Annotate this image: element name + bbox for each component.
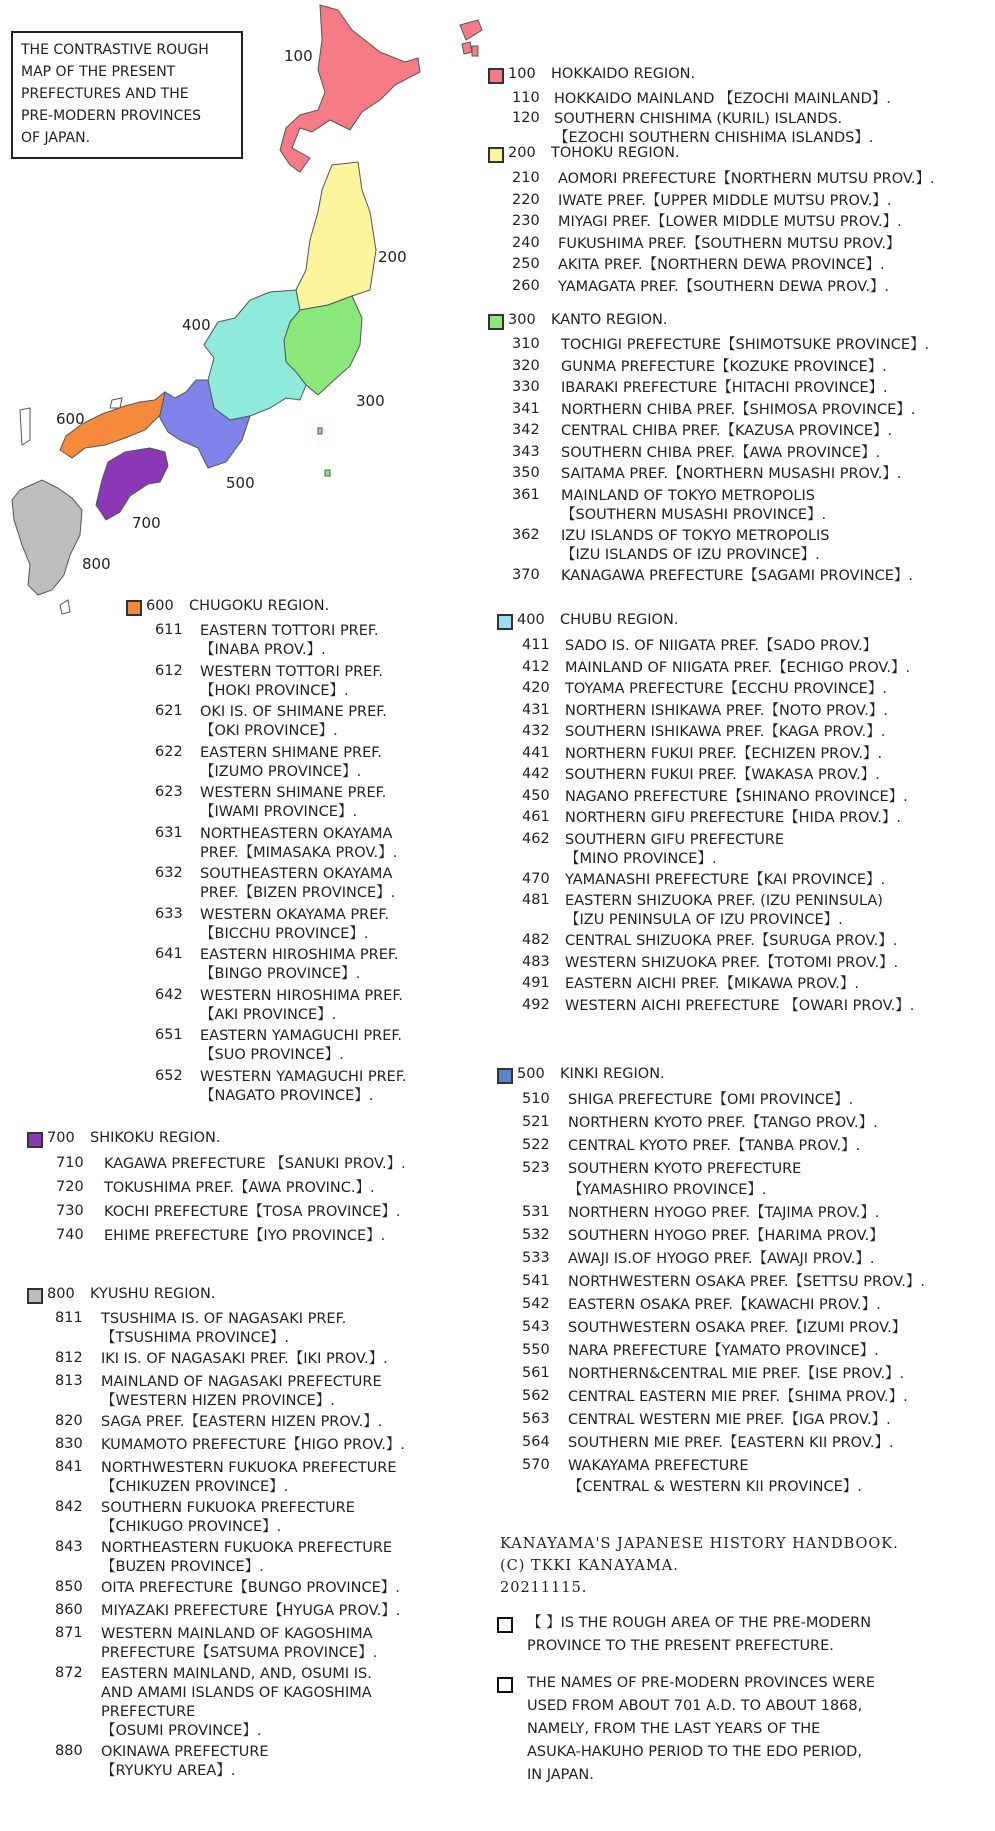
entry-text: SOUTHERN CHIBA PREF.【AWA PROVINCE】. (561, 444, 881, 461)
region-name-100: HOKKAIDO REGION. (551, 66, 696, 82)
entry-text: NORTHERN HYOGO PREF.【TAJIMA PROV.】. (568, 1205, 880, 1221)
entry-code: 330 (512, 379, 540, 395)
entry-text: SOUTHERN FUKUOKA PREFECTURE (101, 1500, 355, 1516)
entry-text: HOKKAIDO MAINLAND 【EZOCHI MAINLAND】. (554, 91, 891, 107)
region-swatch-700 (27, 1132, 43, 1148)
entry-code: 412 (522, 658, 550, 675)
entry-code: 830 (55, 1436, 83, 1452)
entry-text: CENTRAL CHIBA PREF.【KAZUSA PROVINCE】. (561, 423, 893, 439)
entry-code: 450 (522, 787, 550, 804)
entry-text: NARA PREFECTURE【YAMATO PROVINCE】. (568, 1343, 879, 1359)
entry-text: SOUTHEASTERN OKAYAMA (200, 866, 393, 882)
map-label-300: 300 (356, 392, 385, 410)
entry-code: 842 (55, 1499, 83, 1515)
entry-code: 622 (155, 743, 183, 760)
region-name-800: KYUSHU REGION. (90, 1286, 216, 1302)
region-name-400: CHUBU REGION. (560, 612, 679, 628)
entry-code: 623 (155, 784, 183, 800)
entry-code: 260 (512, 277, 540, 294)
entry-code: 523 (522, 1160, 550, 1176)
entry-code: 532 (522, 1227, 550, 1243)
entry-text: WESTERN TOTTORI PREF. (200, 663, 383, 680)
entry-text: 【CHIKUZEN PROVINCE】. (101, 1479, 289, 1495)
title-line: PREFECTURES AND THE (21, 86, 189, 102)
map-label-400: 400 (182, 316, 211, 334)
entry-code: 542 (522, 1296, 550, 1312)
note-line: NAMELY, FROM THE LAST YEARS OF THE (527, 1721, 821, 1737)
entry-text: WESTERN AICHI PREFECTURE 【OWARI PROV.】. (565, 997, 915, 1014)
entry-code: 720 (56, 1179, 84, 1195)
entry-text: 【IZU PENINSULA OF IZU PROVINCE】. (565, 912, 843, 928)
entry-code: 491 (522, 975, 550, 991)
entry-code: 543 (522, 1319, 550, 1335)
note-line: 【 】IS THE ROUGH AREA OF THE PRE-MODERN (527, 1615, 872, 1631)
entry-code: 533 (522, 1250, 550, 1266)
entry-text: OITA PREFECTURE【BUNGO PROVINCE】. (101, 1580, 400, 1596)
note-line: THE NAMES OF PRE-MODERN PROVINCES WERE (527, 1675, 875, 1691)
entry-text: AND AMAMI ISLANDS OF KAGOSHIMA (101, 1685, 372, 1701)
entry-code: 561 (522, 1365, 550, 1381)
entry-text: 【CHIKUGO PROVINCE】. (101, 1519, 282, 1535)
entry-text: 【IZUMO PROVINCE】. (200, 763, 362, 780)
region-swatch-600 (126, 600, 142, 616)
entry-text: WESTERN OKAYAMA PREF. (200, 906, 390, 923)
entry-text: PREFECTURE (101, 1704, 196, 1720)
entry-text: 【CENTRAL & WESTERN KII PROVINCE】. (568, 1479, 862, 1495)
entry-text: 【INABA PROV.】. (200, 642, 326, 658)
map-kyushu (12, 480, 82, 595)
region-name-600: CHUGOKU REGION. (189, 598, 330, 614)
entry-text: IBARAKI PREFECTURE【HITACHI PROVINCE】. (561, 380, 888, 396)
entry-code: 564 (522, 1434, 550, 1450)
entry-text: 【RYUKYU AREA】. (101, 1763, 236, 1779)
entry-code: 820 (55, 1413, 83, 1429)
entry-code: 611 (155, 622, 183, 638)
entry-code: 210 (512, 170, 540, 186)
entry-text: SOUTHWESTERN OSAKA PREF.【IZUMI PROV.】 (568, 1320, 907, 1336)
entry-code: 250 (512, 256, 540, 272)
entry-text: KAGAWA PREFECTURE 【SANUKI PROV.】. (104, 1156, 406, 1172)
entry-code: 110 (512, 90, 540, 106)
entry-text: SOUTHERN FUKUI PREF.【WAKASA PROV.】. (565, 767, 880, 783)
entry-text: SAITAMA PREF.【NORTHERN MUSASHI PROV.】. (561, 466, 902, 482)
title-line: MAP OF THE PRESENT (21, 64, 176, 80)
entry-text: CENTRAL EASTERN MIE PREF.【SHIMA PROV.】. (568, 1389, 908, 1405)
entry-code: 492 (522, 996, 550, 1013)
entry-text: CENTRAL SHIZUOKA PREF.【SURUGA PROV.】. (565, 933, 898, 949)
entry-text: NORTHERN FUKUI PREF.【ECHIZEN PROV.】. (565, 745, 883, 762)
entry-text: WAKAYAMA PREFECTURE (568, 1458, 749, 1474)
region-code-600: 600 (146, 598, 174, 614)
note-line: ASUKA-HAKUHO PERIOD TO THE EDO PERIOD, (527, 1744, 862, 1760)
entry-code: 811 (55, 1310, 83, 1326)
region-swatch-200 (488, 147, 504, 163)
entry-text: MAINLAND OF TOKYO METROPOLIS (561, 487, 815, 504)
entry-text: EHIME PREFECTURE【IYO PROVINCE】. (104, 1228, 386, 1244)
entry-text: NORTHEASTERN FUKUOKA PREFECTURE (101, 1540, 393, 1556)
entry-text: 【SOUTHERN MUSASHI PROVINCE】. (561, 506, 827, 523)
entry-text: 【AKI PROVINCE】. (200, 1006, 337, 1023)
entry-code: 652 (155, 1067, 183, 1084)
region-code-700: 700 (47, 1130, 75, 1146)
region-swatch-500 (497, 1068, 513, 1084)
entry-text: IKI IS. OF NAGASAKI PREF.【IKI PROV.】. (101, 1351, 388, 1367)
entry-text: 【BICCHU PROVINCE】. (200, 925, 369, 942)
entry-text: AWAJI IS.OF HYOGO PREF.【AWAJI PROV.】. (568, 1251, 875, 1267)
entry-code: 230 (512, 213, 540, 229)
map-label-600: 600 (56, 410, 85, 428)
entry-code: 812 (55, 1350, 83, 1366)
title-line: THE CONTRASTIVE ROUGH (21, 42, 209, 58)
entry-code: 880 (55, 1743, 83, 1759)
region-name-500: KINKI REGION. (560, 1066, 665, 1082)
entry-code: 843 (55, 1539, 83, 1555)
entry-code: 632 (155, 865, 183, 881)
entry-code: 642 (155, 986, 183, 1003)
region-swatch-800 (27, 1288, 43, 1304)
entry-code: 310 (512, 336, 540, 352)
entry-text: MIYAGI PREF.【LOWER MIDDLE MUTSU PROV.】. (558, 214, 902, 230)
entry-text: SHIGA PREFECTURE【OMI PROVINCE】. (568, 1092, 854, 1108)
entry-text: EASTERN YAMAGUCHI PREF. (200, 1028, 403, 1044)
entry-text: NAGANO PREFECTURE【SHINANO PROVINCE】. (565, 788, 908, 805)
entry-text: PREF.【MIMASAKA PROV.】. (200, 844, 398, 861)
entry-code: 522 (522, 1137, 550, 1153)
entry-code: 482 (522, 932, 550, 948)
entry-code: 740 (56, 1227, 84, 1243)
entry-code: 411 (522, 637, 550, 653)
entry-text: OKI IS. OF SHIMANE PREF. (200, 704, 387, 720)
credit-date: 20211115. (500, 1580, 588, 1596)
entry-text: SOUTHERN ISHIKAWA PREF.【KAGA PROV.】. (565, 724, 886, 740)
entry-code: 442 (522, 766, 550, 782)
map-hokkaido (280, 5, 420, 172)
entry-text: 【TSUSHIMA PROVINCE】. (101, 1330, 290, 1346)
entry-text: GUNMA PREFECTURE【KOZUKE PROVINCE】. (561, 358, 887, 375)
entry-text: 【IZU ISLANDS OF IZU PROVINCE】. (561, 546, 820, 563)
entry-code: 562 (522, 1388, 550, 1404)
entry-text: TOCHIGI PREFECTURE【SHIMOTSUKE PROVINCE】. (561, 337, 930, 353)
credit-title: KANAYAMA'S JAPANESE HISTORY HANDBOOK. (500, 1536, 899, 1552)
region-code-800: 800 (47, 1286, 75, 1302)
entry-text: EASTERN MAINLAND, AND, OSUMI IS. (101, 1666, 372, 1682)
entry-text: EASTERN OSAKA PREF.【KAWACHI PROV.】. (568, 1297, 881, 1313)
entry-code: 813 (55, 1373, 83, 1389)
entry-text: NORTHERN ISHIKAWA PREF.【NOTO PROV.】. (565, 702, 888, 719)
map-chishima (460, 20, 482, 40)
entry-code: 120 (512, 110, 540, 126)
entry-text: 【NAGATO PROVINCE】. (200, 1087, 374, 1104)
entry-code: 343 (512, 443, 540, 460)
region-name-300: KANTO REGION. (551, 312, 668, 328)
entry-code: 432 (522, 723, 550, 739)
entry-text: 【HOKI PROVINCE】. (200, 682, 349, 699)
note-checkbox (497, 1677, 513, 1693)
entry-text: NORTHWESTERN OSAKA PREF.【SETTSU PROV.】. (568, 1274, 925, 1290)
entry-code: 570 (522, 1457, 550, 1473)
entry-code: 481 (522, 892, 550, 908)
entry-text: SAGA PREF.【EASTERN HIZEN PROV.】. (101, 1414, 383, 1430)
entry-text: MIYAZAKI PREFECTURE【HYUGA PROV.】. (101, 1603, 401, 1619)
entry-text: EASTERN TOTTORI PREF. (200, 623, 379, 639)
entry-text: 【IWAMI PROVINCE】. (200, 804, 358, 820)
entry-text: TSUSHIMA IS. OF NAGASAKI PREF. (101, 1311, 347, 1327)
entry-text: SADO IS. OF NIIGATA PREF.【SADO PROV.】 (565, 638, 878, 654)
entry-code: 220 (512, 191, 540, 208)
entry-code: 370 (512, 566, 540, 583)
entry-text: 【YAMASHIRO PROVINCE】. (568, 1182, 767, 1198)
entry-code: 531 (522, 1204, 550, 1220)
entry-code: 612 (155, 662, 183, 679)
entry-code: 462 (522, 830, 550, 847)
entry-text: WESTERN MAINLAND OF KAGOSHIMA (101, 1626, 373, 1642)
entry-code: 641 (155, 946, 183, 962)
map-label-500: 500 (226, 474, 255, 492)
entry-code: 563 (522, 1411, 550, 1427)
entry-text: EASTERN HIROSHIMA PREF. (200, 947, 399, 963)
entry-text: WESTERN SHIZUOKA PREF.【TOTOMI PROV.】. (565, 954, 899, 971)
entry-text: PREFECTURE【SATSUMA PROVINCE】. (101, 1645, 378, 1661)
entry-text: NORTHEASTERN OKAYAMA (200, 825, 393, 842)
entry-text: WESTERN SHIMANE PREF. (200, 785, 387, 801)
entry-text: WESTERN YAMAGUCHI PREF. (200, 1068, 407, 1085)
entry-text: SOUTHERN KYOTO PREFECTURE (568, 1161, 802, 1177)
entry-text: WESTERN HIROSHIMA PREF. (200, 987, 403, 1004)
entry-text: SOUTHERN GIFU PREFECTURE (565, 831, 785, 848)
entry-text: NORTHERN KYOTO PREF.【TANGO PROV.】. (568, 1115, 878, 1131)
entry-code: 651 (155, 1027, 183, 1043)
entry-text: YAMAGATA PREF.【SOUTHERN DEWA PROV.】. (558, 278, 890, 295)
region-swatch-100 (488, 68, 504, 84)
entry-code: 872 (55, 1665, 83, 1681)
entry-text: KOCHI PREFECTURE【TOSA PROVINCE】. (104, 1204, 401, 1220)
entry-code: 850 (55, 1579, 83, 1595)
region-code-500: 500 (517, 1066, 545, 1082)
entry-text: 【OSUMI PROVINCE】. (101, 1723, 262, 1739)
entry-text: CENTRAL KYOTO PREF.【TANBA PROV.】. (568, 1138, 861, 1154)
region-name-200: TOHOKU REGION. (551, 145, 680, 161)
entry-code: 841 (55, 1459, 83, 1475)
credit-copyright: (C) TKKI KANAYAMA. (500, 1558, 679, 1574)
entry-text: KUMAMOTO PREFECTURE【HIGO PROV.】. (101, 1437, 405, 1453)
entry-code: 362 (512, 526, 540, 543)
entry-code: 461 (522, 809, 550, 825)
region-swatch-300 (488, 314, 504, 330)
note-line: IN JAPAN. (527, 1767, 594, 1783)
region-code-200: 200 (508, 145, 536, 161)
entry-text: IZU ISLANDS OF TOKYO METROPOLIS (561, 527, 830, 544)
entry-text: EASTERN SHIZUOKA PREF. (IZU PENINSULA) (565, 893, 883, 909)
entry-text: MAINLAND OF NIIGATA PREF.【ECHIGO PROV.】. (565, 659, 911, 676)
entry-text: 【OKI PROVINCE】. (200, 723, 338, 739)
entry-text: MAINLAND OF NAGASAKI PREFECTURE (101, 1374, 382, 1390)
entry-text: SOUTHERN MIE PREF.【EASTERN KII PROV.】. (568, 1435, 894, 1451)
entry-code: 320 (512, 357, 540, 374)
note-checkbox (497, 1617, 513, 1633)
title-line: OF JAPAN. (21, 130, 91, 146)
region-code-100: 100 (508, 66, 536, 82)
entry-text: EASTERN SHIMANE PREF. (200, 744, 382, 761)
entry-code: 871 (55, 1625, 83, 1641)
entry-code: 710 (56, 1155, 84, 1171)
entry-text: AOMORI PREFECTURE【NORTHERN MUTSU PROV.】. (558, 171, 935, 187)
entry-text: SOUTHERN HYOGO PREF.【HARIMA PROV.】 (568, 1228, 884, 1244)
entry-text: 【MINO PROVINCE】. (565, 850, 717, 867)
entry-code: 483 (522, 953, 550, 970)
entry-code: 431 (522, 701, 550, 718)
entry-text: KANAGAWA PREFECTURE【SAGAMI PROVINCE】. (561, 567, 914, 584)
note-line: USED FROM ABOUT 701 A.D. TO ABOUT 1868, (527, 1698, 863, 1714)
note-line: PROVINCE TO THE PRESENT PREFECTURE. (527, 1638, 834, 1654)
entry-code: 860 (55, 1602, 83, 1618)
entry-code: 361 (512, 486, 540, 503)
entry-code: 341 (512, 400, 540, 417)
entry-text: IWATE PREF.【UPPER MIDDLE MUTSU PROV.】. (558, 192, 892, 209)
entry-code: 342 (512, 422, 540, 438)
entry-text: NORTHERN&CENTRAL MIE PREF.【ISE PROV.】. (568, 1366, 905, 1382)
map-label-800: 800 (82, 555, 111, 573)
entry-text: AKITA PREF.【NORTHERN DEWA PROVINCE】. (558, 257, 885, 273)
entry-text: EASTERN AICHI PREF.【MIKAWA PROV.】. (565, 976, 860, 992)
entry-code: 550 (522, 1342, 550, 1358)
entry-code: 521 (522, 1114, 550, 1130)
entry-text: TOYAMA PREFECTURE【ECCHU PROVINCE】. (565, 681, 887, 697)
map-shikoku (96, 448, 168, 520)
entry-text: YAMANASHI PREFECTURE【KAI PROVINCE】. (565, 871, 886, 888)
region-swatch-400 (497, 614, 513, 630)
map-label-100: 100 (284, 47, 313, 65)
entry-text: 【SUO PROVINCE】. (200, 1047, 344, 1063)
entry-code: 510 (522, 1091, 550, 1107)
title-box (11, 31, 243, 159)
entry-text: FUKUSHIMA PREF.【SOUTHERN MUTSU PROV.】 (558, 235, 901, 252)
entry-text: OKINAWA PREFECTURE (101, 1744, 269, 1760)
entry-code: 621 (155, 703, 183, 719)
entry-code: 541 (522, 1273, 550, 1289)
map-tohoku (296, 162, 376, 310)
map-label-200: 200 (378, 248, 407, 266)
entry-code: 633 (155, 905, 183, 922)
entry-text: SOUTHERN CHISHIMA (KURIL) ISLANDS. (554, 111, 843, 127)
entry-code: 441 (522, 744, 550, 761)
entry-text: NORTHERN CHIBA PREF.【SHIMOSA PROVINCE】. (561, 401, 916, 418)
entry-text: TOKUSHIMA PREF.【AWA PROVINC.】. (104, 1180, 375, 1196)
map-label-700: 700 (132, 514, 161, 532)
entry-text: 【BUZEN PROVINCE】. (101, 1559, 264, 1575)
entry-code: 420 (522, 680, 550, 696)
entry-code: 631 (155, 824, 183, 841)
entry-code: 470 (522, 870, 550, 887)
entry-text: NORTHWESTERN FUKUOKA PREFECTURE (101, 1460, 397, 1476)
region-name-700: SHIKOKU REGION. (90, 1130, 221, 1146)
entry-code: 730 (56, 1203, 84, 1219)
region-code-400: 400 (517, 612, 545, 628)
entry-text: NORTHERN GIFU PREFECTURE【HIDA PROV.】. (565, 810, 901, 826)
entry-text: PREF.【BIZEN PROVINCE】. (200, 885, 396, 901)
entry-text: 【WESTERN HIZEN PROVINCE】. (101, 1393, 335, 1409)
entry-code: 240 (512, 234, 540, 251)
entry-text: 【EZOCHI SOUTHERN CHISHIMA ISLANDS】. (554, 130, 874, 146)
entry-code: 350 (512, 465, 540, 481)
entry-text: CENTRAL WESTERN MIE PREF.【IGA PROV.】. (568, 1412, 891, 1428)
entry-text: 【BINGO PROVINCE】. (200, 966, 361, 982)
title-line: PRE-MODERN PROVINCES (21, 108, 202, 124)
region-code-300: 300 (508, 312, 536, 328)
